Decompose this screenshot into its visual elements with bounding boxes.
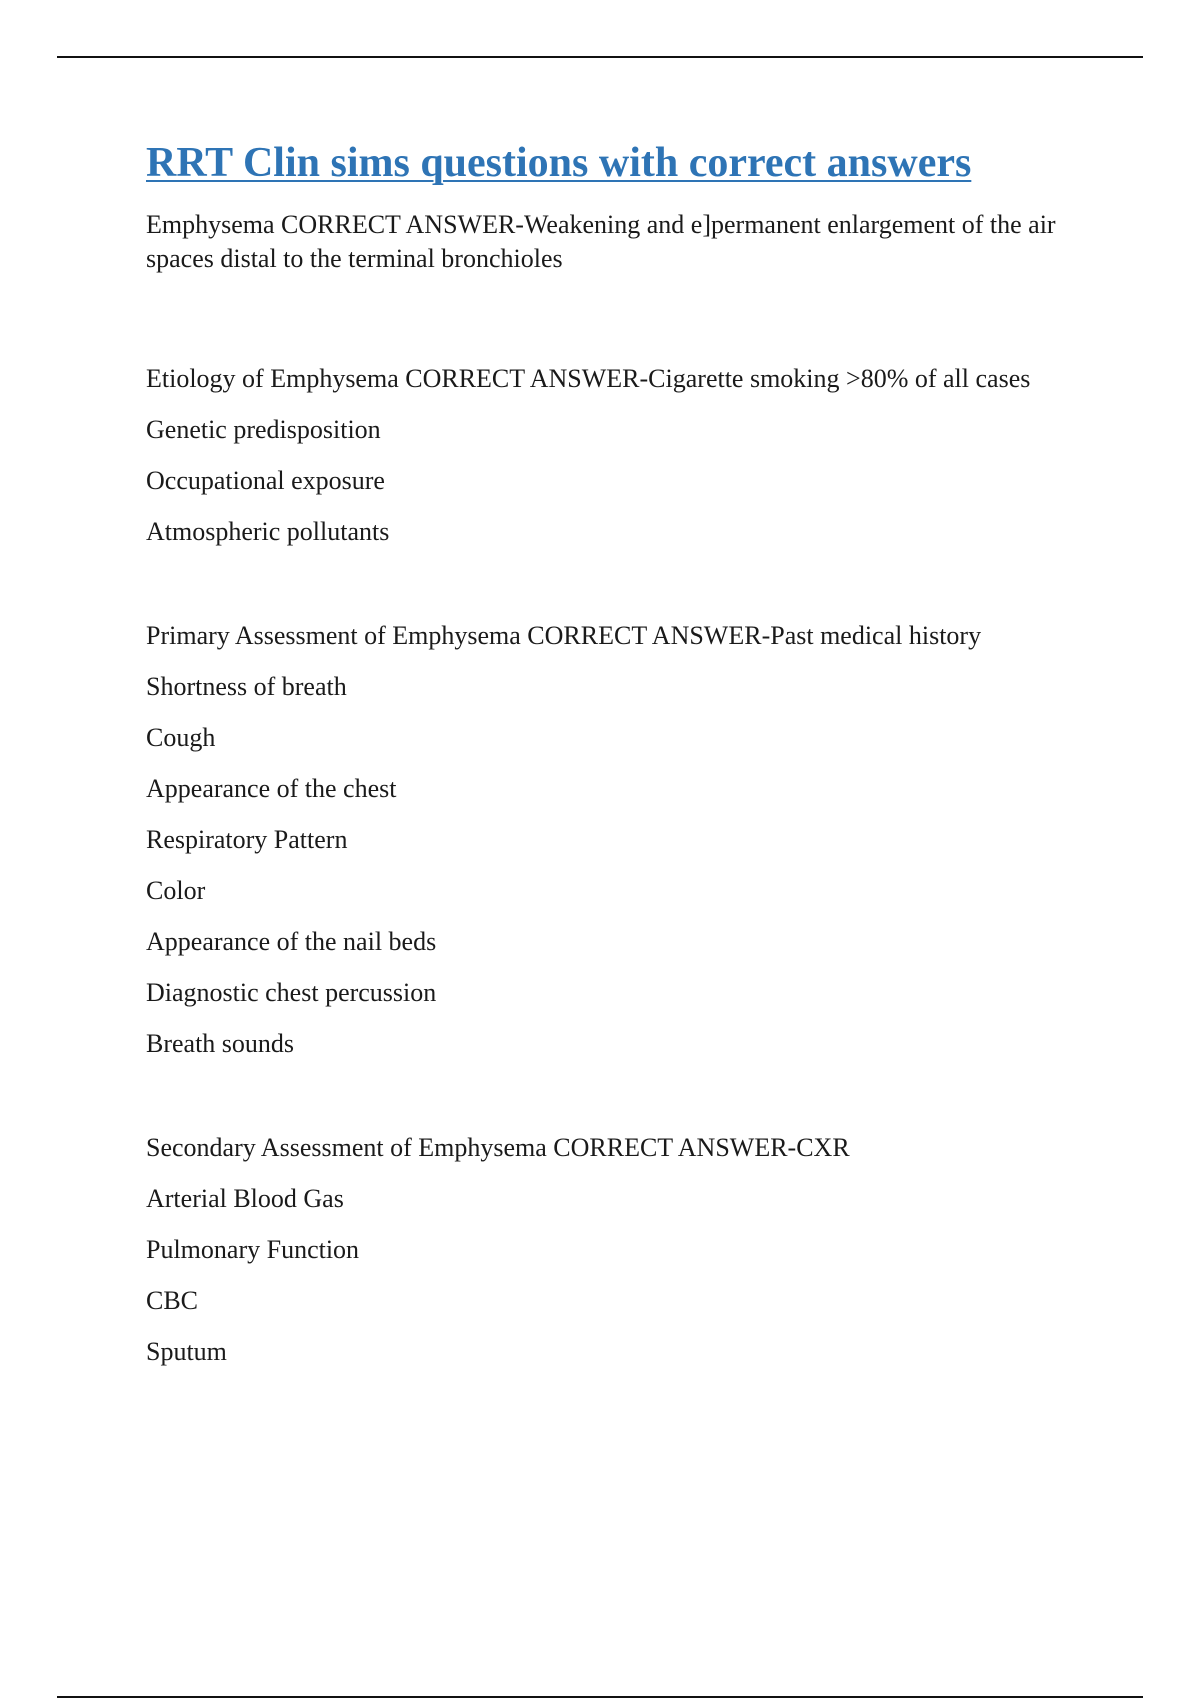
header-rule [57, 56, 1143, 58]
answer-line: Secondary Assessment of Emphysema CORRECT ANSWER-CXR [146, 1133, 850, 1163]
section-etiology [146, 362, 1086, 549]
document-body [146, 140, 1086, 1386]
answer-line: Color [146, 876, 206, 906]
answer-line: Pulmonary Function [146, 1235, 360, 1265]
footer-rule [57, 1696, 1143, 1698]
answer-line: Arterial Blood Gas [146, 1184, 344, 1214]
answer-line: Respiratory Pattern [146, 825, 348, 855]
answer-line: Breath sounds [146, 1029, 295, 1059]
answer-line: Cough [146, 723, 216, 753]
answer-line: Emphysema CORRECT ANSWER-Weakening and e]permanent enlargement of the air spaces distal to the terminal bronchioles [146, 210, 1056, 274]
section-emphysema-definition [146, 208, 1086, 276]
answer-line: CBC [146, 1286, 199, 1316]
answer-line: Appearance of the chest [146, 774, 397, 804]
section-spacer [146, 566, 1086, 619]
section-spacer [146, 293, 1086, 362]
answer-line: Genetic predisposition [146, 415, 381, 445]
answer-line: Etiology of Emphysema CORRECT ANSWER-Cigarette smoking >80% of all cases [146, 364, 1031, 394]
answer-line: Diagnostic chest percussion [146, 978, 437, 1008]
section-spacer [146, 1078, 1086, 1131]
answer-line: Atmospheric pollutants [146, 517, 390, 547]
document-title: RRT Clin sims questions with correct answers [146, 140, 972, 186]
answer-line: Appearance of the nail beds [146, 927, 437, 957]
section-primary-assessment [146, 619, 1086, 1061]
answer-line: Primary Assessment of Emphysema CORRECT ANSWER-Past medical history [146, 621, 982, 651]
section-secondary-assessment [146, 1131, 1086, 1369]
answer-line: Sputum [146, 1337, 227, 1367]
answer-line: Occupational exposure [146, 466, 385, 496]
answer-line: Shortness of breath [146, 672, 347, 702]
